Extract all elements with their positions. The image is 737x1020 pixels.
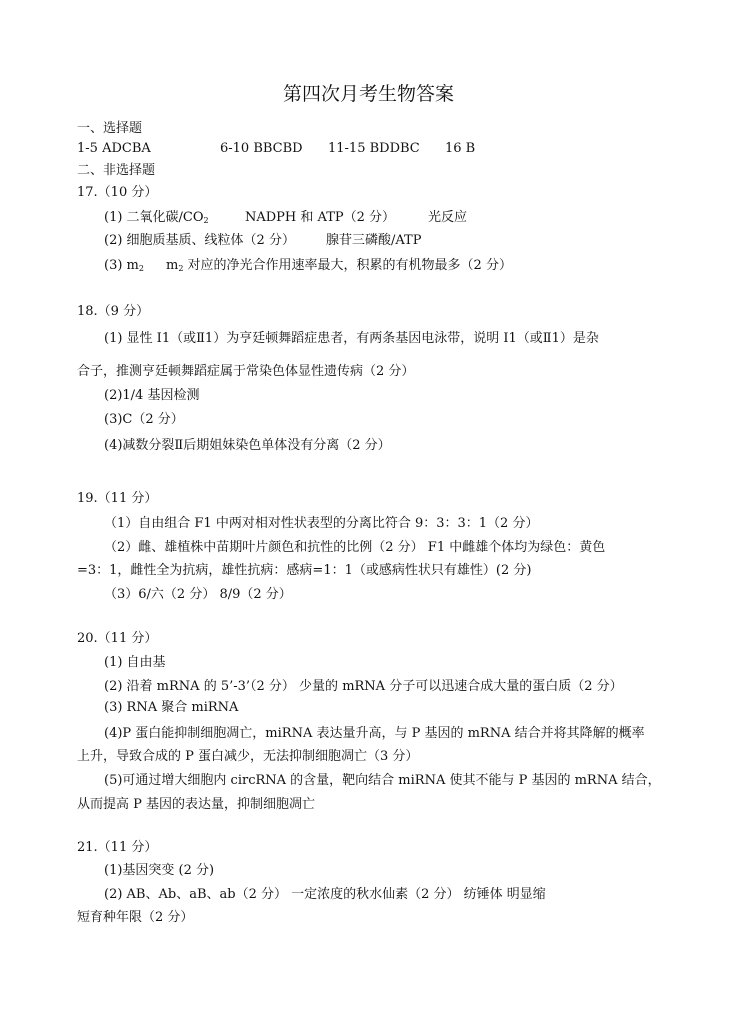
q20-answer-3: (3) RNA 聚合 miRNA: [104, 700, 239, 715]
q17-answer-1b: NADPH 和 ATP（2 分）: [245, 210, 396, 225]
q21-answer-2: (2) AB、Ab、aB、ab（2 分） 一定浓度的秋水仙素（2 分） 纺锤体 明显缩: [104, 887, 546, 902]
q18-heading: 18.（9 分）: [77, 304, 150, 319]
q20-answer-5: (5)可通过增大细胞内 circRNA 的含量，靶向结合 miRNA 使其不能与 P 基因的 mRNA 结合，: [104, 773, 661, 788]
q20-answer-2: (2) 沿着 mRNA 的 5’-3’（2 分） 少量的 mRNA 分子可以迅速合成大量的蛋白质（2 分）: [104, 679, 623, 694]
q17-answer-2a: (2) 细胞质基质、线粒体（2 分）: [104, 233, 295, 248]
q18-answer-1-cont: 合子，推测亨廷顿舞蹈症属于常染色体显性遗传病（2 分）: [77, 364, 415, 379]
page-title: 第四次月考生物答案: [282, 83, 454, 105]
q19-answer-2-cont: =3：1，雌性全为抗病，雄性抗病：感病=1：1（或感病性状只有雄性）(2 分): [77, 563, 532, 578]
q17-answer-3a: (3) $m_2$: [104, 258, 144, 273]
q17-answer-2b: 腺苷三磷酸/ATP: [326, 233, 422, 248]
q21-answer-1: (1)基因突变 (2 分): [104, 863, 215, 878]
q17-answer-1c: 光反应: [428, 210, 468, 225]
q17-heading: 17.（10 分）: [77, 185, 158, 200]
choice-answers-6-10: 6-10 BBCBD: [220, 141, 303, 156]
section-heading-nonchoice: 二、非选择题: [77, 163, 156, 178]
q19-answer-2: （2）雌、雄植株中苗期叶片颜色和抗性的比例（2 分） F1 中雌雄个体均为绿色：黄色: [104, 540, 606, 555]
choice-answers-11-15: 11-15 BDDBC: [328, 141, 420, 156]
q17-answer-1a: (1) 二氧化碳$/CO_2$: [104, 210, 209, 225]
q20-answer-5-cont: 从而提高 P 基因的表达量，抑制细胞凋亡: [77, 797, 316, 812]
q18-answer-3: (3)C（2 分）: [104, 412, 184, 427]
q20-answer-4: (4)P 蛋白能抑制细胞凋亡，miRNA 表达量升高，与 P 基因的 mRNA 结合并将其降解的概率: [104, 726, 645, 741]
q18-answer-4: (4)减数分裂Ⅱ后期姐妹染色单体没有分离（2 分）: [104, 438, 391, 453]
q19-heading: 19.（11 分）: [77, 491, 158, 506]
q19-answer-3: （3）6/六（2 分） 8/9（2 分）: [104, 587, 292, 602]
q17-answer-3b: $m_2$ 对应的净光合作用速率最大，积累的有机物最多（2 分）: [166, 258, 512, 273]
q21-answer-2-cont: 短育种年限（2 分）: [77, 910, 194, 925]
q18-answer-1: (1) 显性 I1（或Ⅱ1）为亨廷顿舞蹈症患者，有两条基因电泳带，说明 I1（或Ⅱ1）是杂: [104, 331, 599, 346]
q20-answer-1: (1) 自由基: [104, 655, 166, 670]
q20-heading: 20.（11 分）: [77, 631, 158, 646]
section-heading-choice: 一、选择题: [77, 121, 143, 136]
q18-answer-2: (2)1/4 基因检测: [104, 388, 200, 403]
choice-answers-1-5: 1-5 ADCBA: [77, 141, 151, 156]
q21-heading: 21.（11 分）: [77, 840, 158, 855]
q19-answer-1: （1）自由组合 F1 中两对相对性状表型的分离比符合 9：3：3：1（2 分）: [104, 516, 539, 531]
q20-answer-4-cont: 上升，导致合成的 P 蛋白减少，无法抑制细胞凋亡（3 分）: [77, 749, 419, 764]
choice-answers-16: 16 B: [445, 141, 476, 156]
